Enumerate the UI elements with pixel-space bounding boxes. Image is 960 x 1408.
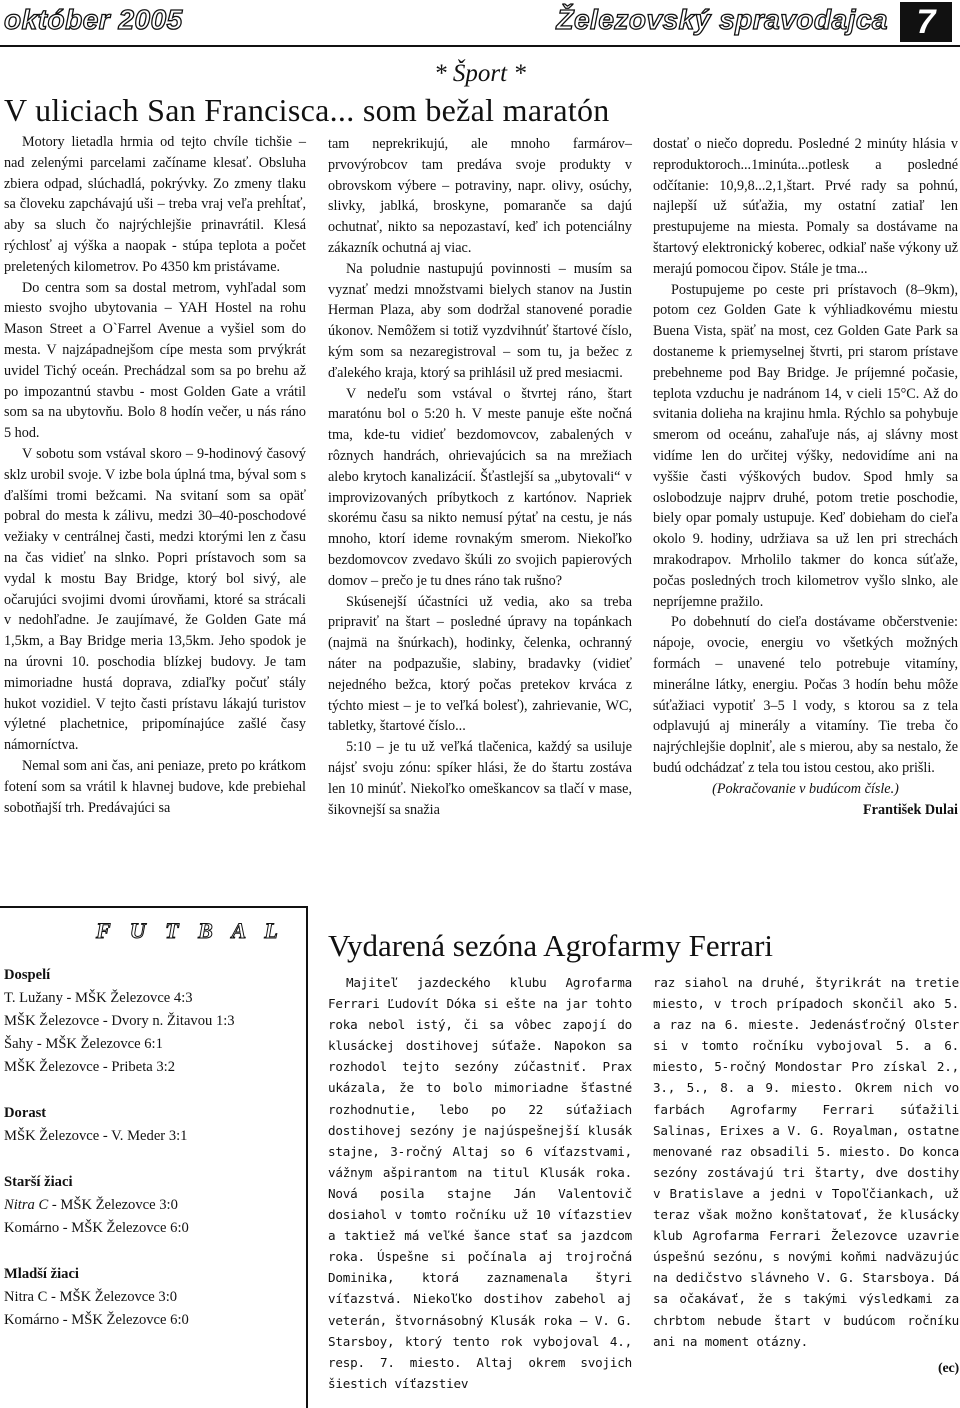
article-column-3	[653, 134, 958, 820]
paragraph: Po dobehnutí do cieľa dostávame občerstvenie: nápoje, ovocie, energiu vo všetkých možných formách – unavené telo potrebuje vitamíny, minerálne látky, energiu. Počas 3 hodín behu môže súťažiaci vypotiť 3–5 l vody, s ktorou sa z tela odplavujú aj minerály a vitamíny. Tie treba čo najrýchlejšie doplniť, ale s mierou, aby sa nestalo, že budú odchádzať z tela tou istou cestou, ako prišli.	[653, 614, 958, 776]
article-column-1	[4, 132, 306, 818]
group-title: Mladší žiaci	[4, 1266, 79, 1282]
issue-date: október 2005	[4, 4, 183, 35]
paragraph: Postupujeme po ceste pri prístavoch (8–9km), potom cez Golden Gate k výhliadkovému miestu Buena Vista, späť na most, cez Golden Gate Park sa dostaneme k priemyselnej štvrti, pri starom prístave prebehneme pod Bay Bridge. Je príjemné počasie, teplota vzduchu je nadránom 14, v cieli 15°C. Až do svitania dolieha na krajinu hmla. Rýchlo sa pohybuje smerom od oceánu, zahaľuje nás, aj slávny most vidíme len do určitej výšky, nedovidíme ani na vyššie časti výškových budov. Spod hmly sa oslobodzuje najprv druhé, potom tretie poschodie, biely opar pomaly ustupuje. Keď dobieham do cieľa okolo 9. hodiny, udržiava sa už len pri strechách mrakodrapov. Mrholilo takmer do konca súťaže, počas posledných troch kilometrov vyšlo slnko, ale nepríjemne pražilo.	[653, 281, 958, 610]
article-author: František Dulai	[863, 801, 958, 818]
paragraph: V sobotu som vstával skoro – 9-hodinový časový sklz urobil svoje. V izbe bola úplná tma, býval som s ďalšími tromi bežcami. Na svitaní som sa opäť pobral do mesta k zálivu, medzi 30–40-poschodové vežiaky v centrálnej časti, medzi ktorými len z času na čas vidieť na slnko. Popri prístavoch som sa vydal k mostu Bay Bridge, ktorý bol sivý, ale očarujúci svojimi dvomi úrovňami, ktoré sa strácali v nedohľadne. Je zaujímavé, že Golden Gate má 1,5km, a Bay Bridge meria 13,5km. Jeho spodok je na úrovni 10. poschodia blízkej budovy. Je tam mimoriadne hustá doprava, zdiaľky počuť stály hukot vozidiel. V tejto časti prístavu lákajú turistov výletné plachetnice, pripomínajúce zašlé časy námorníctva.	[4, 445, 306, 754]
paragraph: 5:10 – je tu už veľká tlačenica, každý sa usiluje nájsť svoju zónu: spíker hlási, že do štartu zostáva len 10 minúť. Niekoľko omeškancov sa tlačí v mase, šikovnejší sa snažia	[328, 739, 632, 818]
group-title: Dospelí	[4, 967, 51, 983]
paragraph: Skúsenejší účastníci už vedia, ako sa treba pripraviť na štart – posledné úpravy na topánkach (najmä na šnúrkach), hodinky, čelenka, ochranný náter na podpazušie, slabiny, bradavky (vidieť nejedného bežca, ktorý počas pretekov krváca z týchto miest – je to veľká bolesť), zahrievanie, WC, tabletky, štartové číslo...	[328, 593, 632, 735]
group-title: Dorast	[4, 1105, 47, 1121]
result-row: MŠK Železovce - Dvory n. Žitavou 1:3	[4, 1013, 235, 1029]
paragraph: raz siahol na druhé, štyrikrát na tretie miesto, v troch prípadoch skončil ako 5. a raz na 6. mieste. Jedenásťročný Olster si v tomto ročníku vybojoval 5. a 6. miesto, 5-ročný Mondostar Pro získal 2., 3., 5., 8. a 9. miesto. Okrem nich vo farbách Agrofarmy Ferrari súťažili Salinas, Erixes a V. G. Royalman, ostatne menované raz obsadili 5. miesto. Do konca sezóny zostávajú tri štarty, dve dostihy v Bratislave a jedni v Topoľčiankach, už teraz však možno konštatovať, že klusácky klub Agrofarma Ferrari Železovce uzavrie úspešnú sezónu, s novými koňmi nadväzujúc na dedičstvo slávneho V. G. Starsboya. Dá sa očakávať, že s takými výsledkami za chrbtom nebude štart v budúcom ročníku ani na moment otázny.	[653, 975, 959, 1349]
paragraph: Na poludnie nastupujú povinnosti – musím sa vyznať medzi množstvami bielych stanov na Justin Herman Plaza, aby som dodržal stanovené poradie úkonov. Nemôžem si totiž vyzdvihnúť štartové číslo, kým som sa nezaregistroval – som tu, ja bežec z ďalekého kraja, ktorý sa prihlásil už pred mesiacmi.	[328, 260, 632, 381]
result-row	[4, 1194, 300, 1217]
header-rule	[0, 45, 960, 47]
article2-title: Vydarená sezóna Agrofarmy Ferrari	[328, 928, 774, 963]
futbal-results	[4, 964, 300, 1332]
page-number: 7	[900, 2, 952, 42]
paragraph: tam neprekrikujú, ale mnoho farmárov–prvovýrobcov tam predáva svoje produkty v obrovskom výbere – potraviny, napr. olivy, osúchy, slivky, jablká, broskyne, pomaranče sa dajú ochutnať, nikto sa nepozastaví, keď ich potenciálny zákazník ochutná aj viac.	[328, 136, 632, 256]
paragraph: V nedeľu som vstával o štvrtej ráno, štart maratónu bol o 5:20 h. V meste panuje ešte nočná tma, kde-tu vidieť bezdomovcov, zabalených v rôznych handrách, ohrievajúcich sa na mrežiach alebo krytoch kanalizácií. Šťastlejší sa „ubytovali“ v improvizovaných príbytkoch z kartónov. Napriek skorému času sa nikto nemusí pýtať na cestu, je nás mnoho, ktorí ideme rovnakým smerom. Niekoľko bezdomovcov zvedavo škúli zo svojich papierových domov – prečo je tu dnes ráno tak rušno?	[328, 385, 632, 589]
team-name: Nitra C	[4, 1197, 49, 1213]
result-row: Šahy - MŠK Železovce 6:1	[4, 1036, 163, 1052]
section-title: * Šport *	[434, 60, 526, 87]
group-title: Starší žiaci	[4, 1174, 73, 1190]
futbal-title: F U T B A L	[96, 918, 285, 943]
result-row: T. Lužany - MŠK Železovce 4:3	[4, 990, 193, 1006]
result-row: Komárno - MŠK Železovce 6:0	[4, 1220, 189, 1236]
paragraph: Nemal som ani čas, ani peniaze, preto po krátkom fotení som sa vrátil k hlavnej budove, kde prebiehal sobotňajší trh. Predávajúci sa	[4, 757, 306, 816]
result-rest: - MŠK Železovce 3:0	[48, 1197, 178, 1213]
continued-note: (Pokračovanie v budúcom čísle.)	[712, 780, 899, 797]
result-row: MŠK Železovce - V. Meder 3:1	[4, 1128, 188, 1144]
article2-column-1	[328, 972, 632, 1394]
publication-title: Železovský spravodajca	[556, 4, 888, 35]
paragraph: dostať o niečo dopredu. Posledné 2 minúty hlásia v reproduktoroch...1minúta...potlesk a posledné odčítanie: 10,9,8...2,1,štart. Prvé rady sa pohnú, najlepší už súťažia, my ostatní zatiaľ len prestupujeme na miesta. Pomaly sa dostávame na štartový elektronický koberec, odkiaľ naše výkony už merajú pomocou čipov. Stále je tma...	[653, 136, 958, 277]
paragraph: Majiteľ jazdeckého klubu Agrofarma Ferrari Ľudovít Dóka si ešte na jar tohto roka nebol istý, či sa vôbec zapojí do klusáckej dostihovej súťaže. Napokon sa rozhodol tejto sezóny zúčastniť. Prax ukázala, že to bolo mimoriadne šťastné rozhodnutie, lebo po 22 súťažiach dostihovej sezóny je najúspešnejší klusák stajne, 3-ročný Altaj so 6 víťazstvami, vážnym ašpirantom na titul Klusák roka. Nová posila stajne Ján Valentovič dosiahol v tomto ročníku už 10 víťazstiev a taktiež má veľké šance stať sa jazdcom roka. Úspešne si počínala aj trojročná Dominika, ktorá zaznamenala štyri víťazstvá. Niekoľko dostihov zabehol aj veterán, štvornásobný Klusák roka – V. G. Starsboy, ktorý tento rok vybojoval 4., resp. 7. miesto. Altaj okrem svojich šiestich víťazstiev	[328, 975, 632, 1391]
result-row: Komárno - MŠK Železovce 6:0	[4, 1312, 189, 1328]
result-row: Nitra C - MŠK Železovce 3:0	[4, 1289, 178, 1305]
result-row: MŠK Železovce - Pribeta 3:2	[4, 1059, 176, 1075]
paragraph: Do centra som sa dostal metrom, vyhľadal som miesto svojho ubytovania – YAH Hostel na rohu Mason Street a O`Farrel Avenue a vyšiel som do mesta. V najzápadnejšom cípe mesta som prvýkrát uvidel Tichý oceán. Prechádzal som sa po brehu až po impozantnú stavbu - most Golden Gate a vrátil som sa na ubytovňu. Bolo 8 hodín večer, u nás ráno 5 hod.	[4, 279, 306, 442]
article-title: V uliciach San Francisca... som bežal maratón	[4, 92, 610, 128]
paragraph: Motory lietadla hrmia od tejto chvíle tichšie – nad zelenými parcelami začíname klesať. Obsluha zbiera odpad, slúchadlá, pokrývky. Zo zmeny tlaku sa človeku zapchávajú uši – treba vraj veľa prehĺtať, aby sa sluch čo najrýchlejšie prinavrátil. Klesá rýchlosť aj výška a naopak - stúpa teplota a počet preletených kilometrov. Po 4350 km pristávame.	[4, 134, 306, 275]
article-column-2	[328, 134, 632, 820]
article2-author: (ec)	[938, 1360, 959, 1376]
article2-column-2	[653, 972, 959, 1379]
